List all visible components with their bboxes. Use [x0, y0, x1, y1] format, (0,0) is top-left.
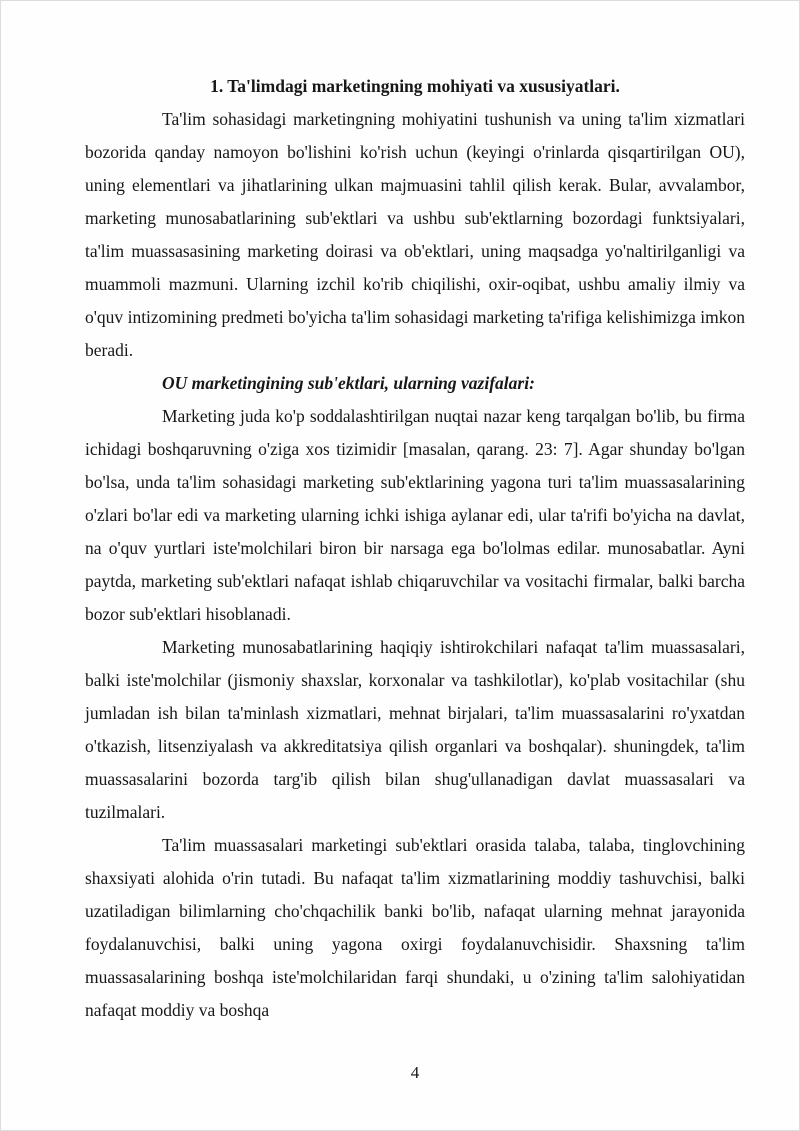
section-subheading: OU marketingining sub'ektlari, ularning vazifalari: — [162, 373, 535, 393]
paragraph-3: Marketing munosabatlarining haqiqiy ishtirokchilari nafaqat ta'lim muassasalari, balki iste'molchilar (jismoniy shaxslar, korxonalar va tashkilotlar), ko'plab vositachilar (shu jumladan ish bilan ta'minlash xizmatlari, mehnat birjalari, ta'lim muassasalarini ro'yxatdan o'tkazish, litsenziyalash va akkreditatsiya qilish organlari va boshqalar). shuningdek, ta'lim muassasalarini bozorda targ'ib qilish bilan shug'ullanadigan davlat muassasalari va tuzilmalari. — [85, 637, 745, 822]
paragraph-1: Ta'lim sohasidagi marketingning mohiyatini tushunish va uning ta'lim xizmatlari bozorida qanday namoyon bo'lishini ko'rish uchun (keyingi o'rinlarda qisqartirilgan OU), uning elementlari va jihatlarining ulkan majmuasini tahlil qilish kerak. Bular, avvalambor, marketing munosabatlarining sub'ektlari va ushbu sub'ektlarning bozordagi funktsiyalari, ta'lim muassasasining marketing doirasi va ob'ektlari, uning maqsadga yo'naltirilganligi va muammoli mazmuni. Ularning izchil ko'rib chiqilishi, oxir-oqibat, ushbu amaliy ilmiy va o'quv intizomining predmeti bo'yicha ta'lim sohasidagi marketing ta'rifiga kelishimizga imkon beradi. — [85, 109, 745, 360]
page-number: 4 — [410, 1063, 420, 1082]
paragraph-2: Marketing juda ko'p soddalashtirilgan nuqtai nazar keng tarqalgan bo'lib, bu firma ichidagi boshqaruvning o'ziga xos tizimidir [masalan, qarang. 23: 7]. Agar shunday bo'lgan bo'lsa, unda ta'lim sohasidagi marketing sub'ektlarining yagona turi ta'lim muassasalarining o'zlari bo'lar edi va marketing ularning ichki ishiga aylanar edi, ular ta'rifi bo'yicha na davlat, na o'quv yurtlari iste'molchilari biron bir narsaga ega bo'lolmas edilar. munosabatlar. Ayni paytda, marketing sub'ektlari nafaqat ishlab chiqaruvchilar va vositachi firmalar, balki barcha bozor sub'ektlari hisoblanadi. — [85, 406, 745, 624]
page-title: 1. Ta'limdagi marketingning mohiyati va xususiyatlari. — [210, 76, 620, 96]
paragraph-4: Ta'lim muassasalari marketingi sub'ektlari orasida talaba, talaba, tinglovchining shaxsiyati alohida o'rin tutadi. Bu nafaqat ta'lim xizmatlarining moddiy tashuvchisi, balki uzatiladigan bilimlarning cho'chqachilik banki bo'lib, nafaqat ularning mehnat jarayonida foydalanuvchisi, balki uning yagona oxirgi foydalanuvchisidir. Shaxsning ta'lim muassasalarining boshqa iste'molchilaridan farqi shundaki, u o'zining ta'lim salohiyatidan nafaqat moddiy va boshqa — [85, 835, 745, 1020]
